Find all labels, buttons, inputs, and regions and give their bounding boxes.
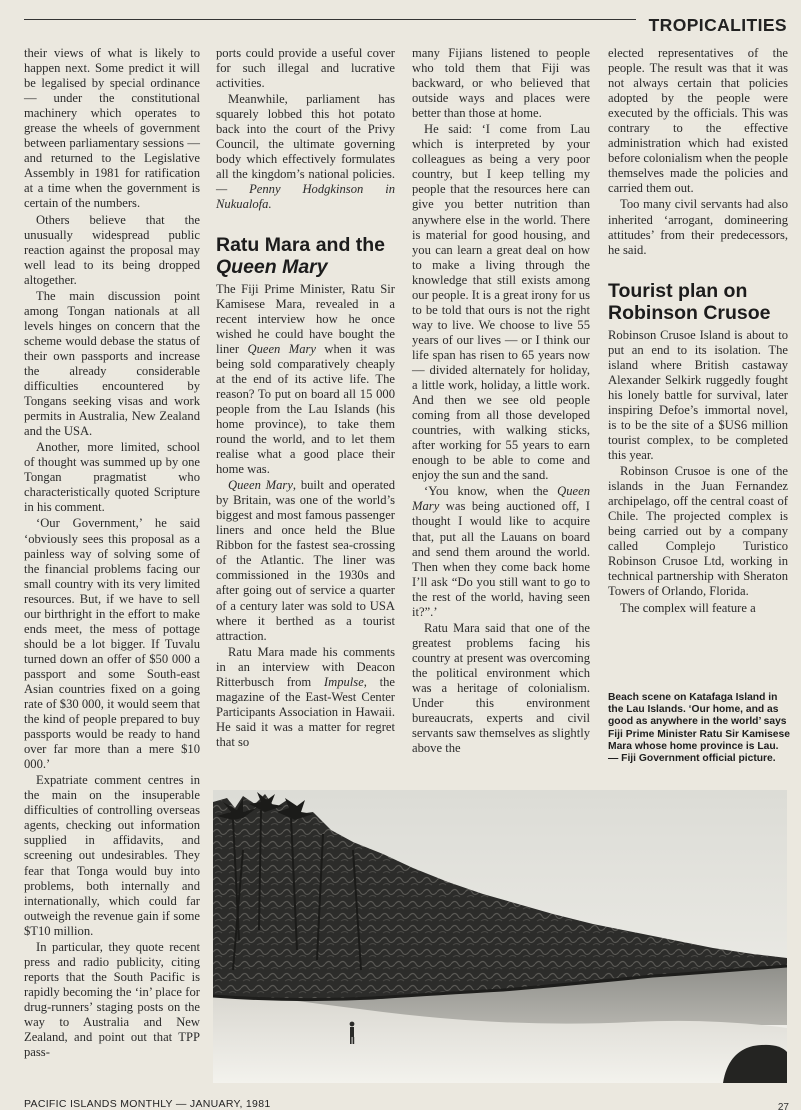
headline-ratu-mara — [216, 234, 395, 278]
beach-photo — [213, 790, 787, 1083]
paragraph-text: Ratu Mara made his comments in an interview with Deacon Ritterbusch from — [216, 644, 395, 689]
headline-text: Ratu Mara and the — [216, 233, 386, 256]
paragraph — [412, 484, 590, 619]
paragraph: Ratu Mara said that one of the greatest problems facing his country at present was overcoming the political environment which was a heritage of colonialism. Under this environment bureaucrats, experts and civil servants saw themselves as slightly above the — [412, 620, 590, 756]
paragraph: In particular, they quote recent press and radio publicity, citing reports that the South Pacific is rapidly becoming the ‘in’ place for drug-runners’ staging posts on the way to Australia and New Zealand, and point out that TPP pass- — [24, 939, 200, 1060]
paragraph-text: , built and operated by Britain, was one of the world’s biggest and most famous passenger liners and once held the Blue Ribbon for the fastest sea-crossing of the Atlantic. The liner was commissioned in the 1930s and after going out of service a quarter of a century later was sold to USA where it berthed as a tourist attraction. — [216, 478, 395, 643]
section-title: TROPICALITIES — [648, 15, 787, 35]
publication-footer: PACIFIC ISLANDS MONTHLY — JANUARY, 1981 — [24, 1098, 271, 1110]
ship-name: Queen Mary — [412, 484, 590, 514]
paragraph: The complex will feature a — [620, 600, 756, 615]
paragraph-text: Meanwhile, parliament has squarely lobbed this hot potato back into the court of the Privy Council, the ultimate governing body which effectively formulates all the kingdom’s national policies. — [216, 92, 395, 182]
paragraph: Robinson Crusoe Island is about to put an end to its isolation. The island where British castaway Alexander Selkirk ruggedly fought his lonely battle for survival, later inspiring Defoe’s immortal novel, is to be the site of a $US6 million tourist complex, to be completed this year. — [608, 327, 788, 463]
headline-ship-name: Queen Mary — [216, 255, 328, 278]
paragraph-text: was being auctioned off, I thought I would like to acquire that, put all the Lauans on board and send them around the world. Then when they come back home I’ll ask “Do you still want to go to the rest of the world, having seen it?”.’ — [412, 499, 590, 619]
paragraph: many Fijians listened to people who told them that Fiji was backward, or who believed that outside ways and places were better than those at home. — [412, 46, 590, 121]
column-1 — [24, 46, 200, 1061]
paragraph: Another, more limited, school of thought was summed up by one Tongan pragmatist who characteristically quoted Scripture in his comment. — [24, 440, 200, 515]
paragraph: elected representatives of the people. The result was that it was not always certain that policies adopted by the people were executed by the officials. This was contrary to the effective administration which had existed before colonialism when the people themselves made the policies and carried them out. — [608, 46, 788, 196]
paragraph: their views of what is likely to happen next. Some predict it will be legalised by special ordinance — under the constitutional machinery which operates to grease the wheels of government between parliamentary sessions — and returned to the Legislative Assembly in 1981 for ratification at a time when the government is certain of the numbers. — [24, 46, 200, 211]
paragraph-text: The Fiji Prime Minister, Ratu Sir Kamisese Mara, revealed in a recent interview how he once wished he could have bought the liner — [216, 281, 395, 356]
ship-name: Queen Mary — [247, 341, 316, 356]
paragraph-text: when it was being sold comparatively cheaply at the end of its active life. The reason? To put on board all 15 000 people from the Lau Islands (his home province), to take them round the world, and to let them realise what a good place their home was. — [216, 341, 396, 477]
paragraph: Robinson Crusoe is one of the islands in the Juan Fernandez archipelago, off the central coast of Chile. The projected complex is being carried out by a company called Complejo Turistico Robinson Crusoe Ltd, working in technical partnership with Sheraton Towers of Orlando, Florida. — [608, 464, 788, 599]
paragraph: The main discussion point among Tongan nationals at all levels hinges on concern that the scheme would debase the status of their own passports and increase the already considerable difficulties encountered by Tongans seeking visas and work permits in Australia, New Zealand and the USA. — [24, 288, 200, 439]
column-2 — [216, 46, 395, 751]
paragraph: ‘Our Government,’ he said ‘obviously sees this proposal as a painless way of solving some of the financial problems facing our small country with its very limited resources. But, if we have to sell our birthright in the effort to make ends meet, the mess of pottage should be a lot bigger. If Tuvalu turned down an offer of $50 000 a passport and some South-east Asian countries fixed on a going rate of $30 000, it would seem that the kind of people prepared to buy passports would be ready to hand over far more than a mere $10 000.’ — [24, 516, 200, 772]
photo-caption: Beach scene on Katafaga Island in the Lau Islands. ‘Our home, and as good as anywhere in the world’ says Fiji Prime Minister Ratu Sir Kamisese Mara whose home province is Lau. — Fiji Government official picture. — [608, 692, 790, 765]
column-3 — [412, 46, 590, 757]
byline: — Penny Hodgkinson in Nukualofa. — [216, 182, 395, 212]
paragraph-text: ‘You know, when the — [424, 484, 558, 499]
paragraph — [216, 282, 395, 478]
magazine-name: Impulse — [323, 674, 364, 689]
paragraph: Others believe that the unusually widespread public reaction against the proposal may well lead to its being dropped altogether. — [24, 212, 200, 287]
header-rule — [24, 19, 636, 20]
paragraph — [216, 478, 395, 644]
paragraph — [216, 645, 395, 750]
ship-name: Queen Mary — [228, 478, 293, 493]
paragraph — [216, 92, 395, 212]
paragraph: ports could provide a useful cover for such illegal and lucrative activities. — [216, 46, 395, 91]
headline-tourist-plan: Tourist plan on Robinson Crusoe — [608, 279, 771, 324]
paragraph-text: , the magazine of the East-West Center Participants Association in Hawaii. He said it was a matter for regret that so — [216, 674, 395, 749]
paragraph: Too many civil servants had also inherited ‘arrogant, domineering attitudes’ from their predecessors, he said. — [608, 197, 788, 257]
paragraph: Expatriate comment centres in the main on the insuperable difficulties of controlling overseas agents, checking out information supplied in affidavits, and screening out undesirables. They fear that Tonga would buy into problems, both internally and internationally, which could far outweigh the revenue gain if some $T10 million. — [24, 773, 200, 938]
paragraph: He said: ‘I come from Lau which is interpreted by your colleagues as being a very poor country, but I keep telling my people that the resources here can give you better nutrition than anywhere else in the world. There is material for good housing, and you can learn a great deal on how to make a living through the knowledge that still exists among our people. It is a great irony for us to be told that ours is not the right way to live. We choose to live 55 years of our lives — or I think our life span has risen to 65 years now — divided alternately for holiday, a little work, holiday, a little work. And then we see old people coming from all those developed countries, with walking sticks, after working for 55 years to earn enough to be able to come and enjoy the sun and the sand. — [412, 122, 591, 483]
column-4 — [608, 46, 788, 617]
page-number: 27 — [777, 1102, 789, 1110]
